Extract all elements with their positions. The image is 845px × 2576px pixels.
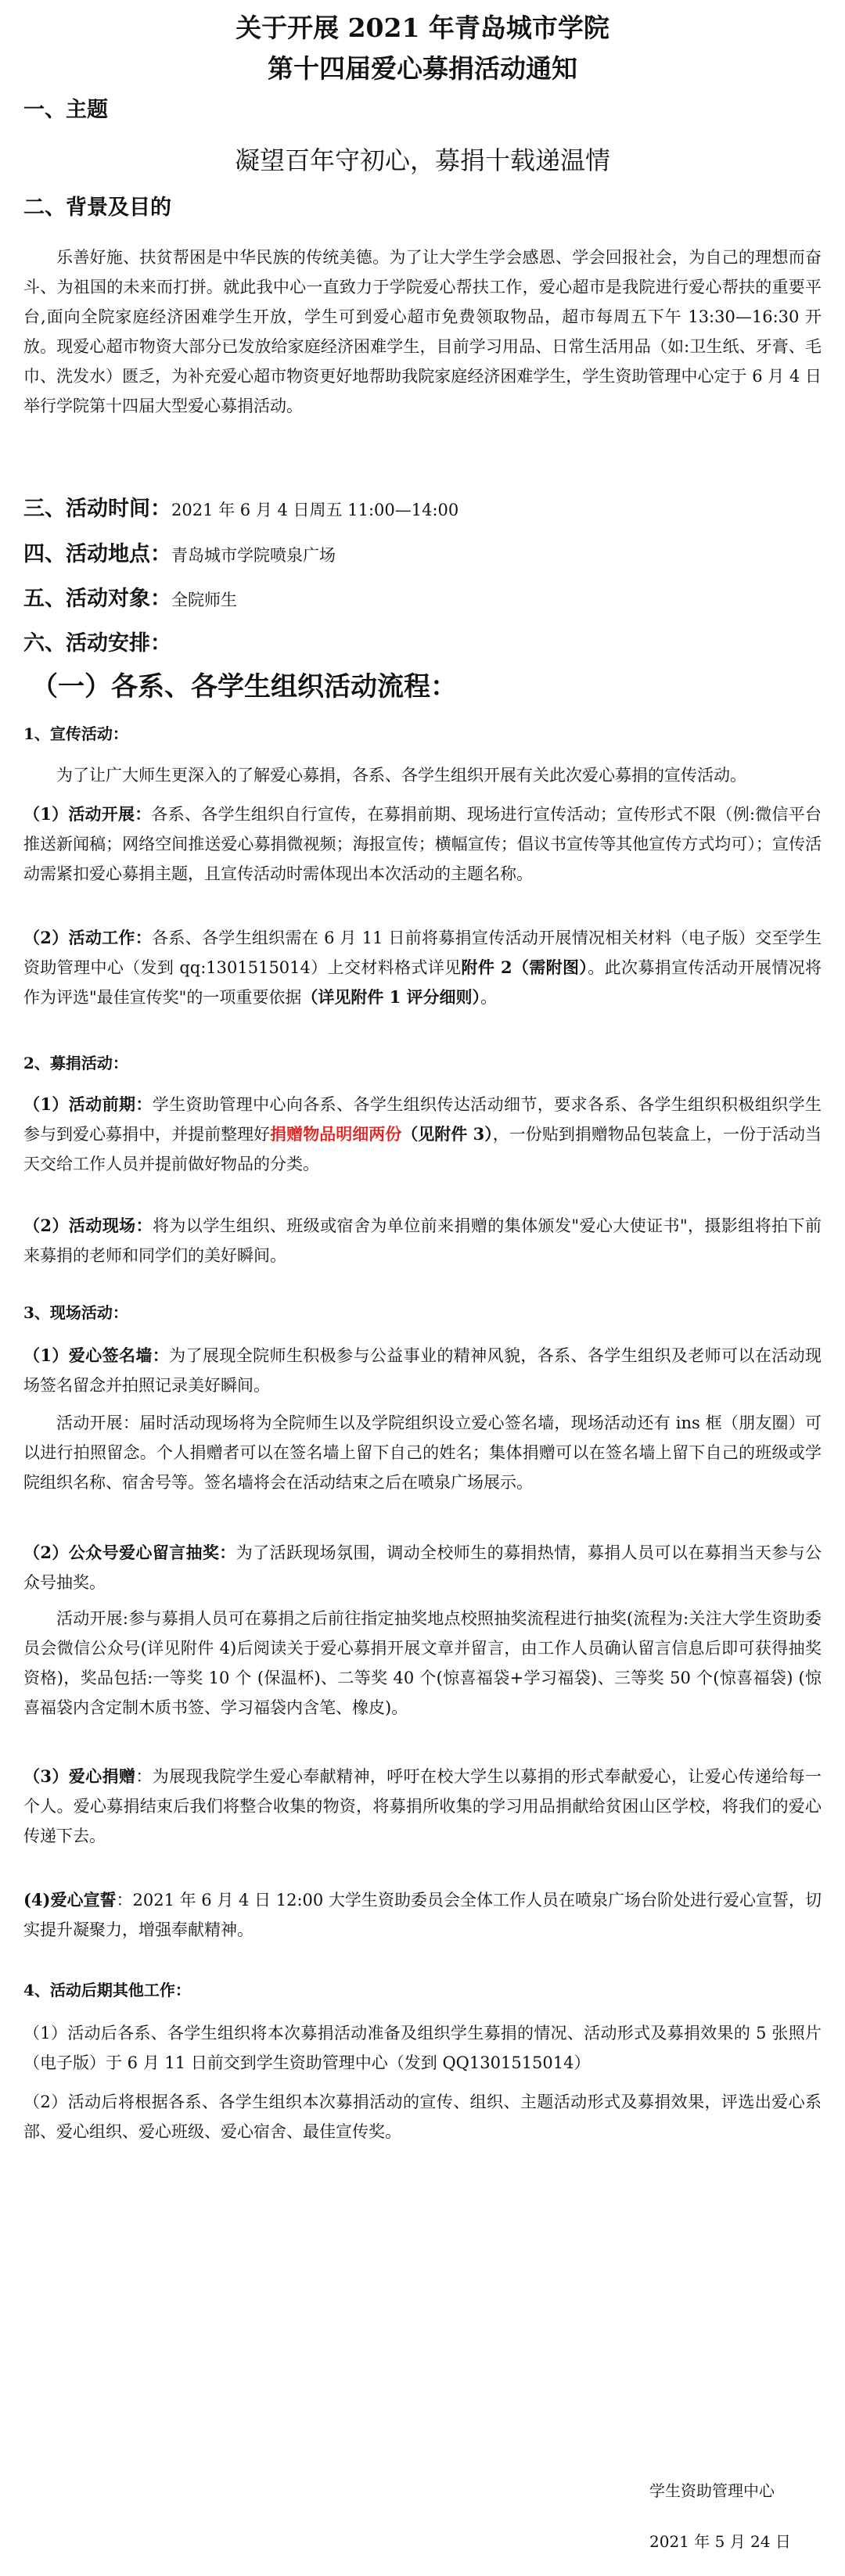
- donation-item-1-label: （1）活动前期：: [23, 1094, 153, 1114]
- onsite-item-4-label: (4)爱心宣誓: [23, 1890, 117, 1910]
- arrangement-heading: 六、活动安排：: [23, 631, 171, 656]
- onsite-item-1-label: （1）爱心签名墙：: [23, 1345, 170, 1365]
- signature-date: 2021 年 5 月 24 日: [649, 2532, 791, 2551]
- place-row: [23, 537, 336, 567]
- onsite-item-3-text: ：为展现我院学生爱心奉献精神，呼吁在校大学生以募捐的形式奉献爱心，让爱心传递给每一个人。爱心募捐结束后我们将整合收集的物资，将募捐所收集的学习用品捐献给贫困山区学校，将我们的爱心传递下去。: [23, 1767, 822, 1845]
- onsite-item-1-text: 为了展现全院师生积极参与公益事业的精神风貌，各系、各学生组织及老师可以在活动现场签名留念并拍照记录美好瞬间。: [23, 1346, 822, 1395]
- attachment-2-ref: 附件 2（需附图）: [461, 957, 588, 977]
- publicity-item-2-text-b: 。此次募捐宣传活动开展情况将作为评选"最佳宣传奖"的一项重要依据: [23, 958, 822, 1007]
- time-value: 2021 年 6 月 4 日周五 11:00—14:00: [171, 501, 459, 519]
- later-heading: 4、活动后期其他工作：: [23, 1981, 191, 1999]
- onsite-heading: 3、现场活动：: [23, 1303, 128, 1322]
- theme-text: 凝望百年守初心，募捐十载递温情: [234, 146, 610, 175]
- publicity-item-2: [23, 923, 822, 1012]
- signature-org: 学生资助管理中心: [649, 2481, 775, 2500]
- theme-heading: 一、主题: [23, 98, 108, 122]
- onsite-item-4: [23, 1885, 822, 1945]
- time-label: 三、活动时间：: [23, 497, 171, 521]
- target-value: 全院师生: [171, 591, 237, 609]
- process-subheading: （一）各系、各学生组织活动流程：: [31, 671, 457, 702]
- publicity-item-1-label: （1）活动开展：: [23, 804, 152, 824]
- publicity-item-2-label: （2）活动工作：: [23, 928, 153, 947]
- target-label: 五、活动对象：: [23, 587, 171, 611]
- onsite-item-1-detail: 活动开展：届时活动现场将为全院师生以及学院组织设立爱心签名墙，现场活动还有 ins 框（朋友圈）可以进行拍照留念。个人捐赠者可以在签名墙上留下自己的姓名；集体捐赠可以在签名墙上留下自己的班级或学院组织名称、宿舍号等。签名墙将会在活动结束之后在喷泉广场展示。: [23, 1414, 822, 1492]
- onsite-item-4-text: ：2021 年 6 月 4 日 12:00 大学生资助委员会全体工作人员在喷泉广场台阶处进行爱心宣誓，切实提升凝聚力，增强奉献精神。: [23, 1891, 822, 1939]
- background-paragraph: 乐善好施、扶贫帮困是中华民族的传统美德。为了让大学生学会感恩、学会回报社会，为自己的理想而奋斗、为祖国的未来而打拼。就此我中心一直致力于学院爱心帮扶工作，爱心超市是我院进行爱心帮扶的重要平台,面向全院家庭经济困难学生开放，学生可到爱心超市免费领取物品，超市每周五下午 13:30—16:30 开放。现爱心超市物资大部分已发放给家庭经济困难学生，目前学习用品、日常生活用品（如:卫生纸、牙膏、毛巾、洗发水）匮乏，为补充爱心超市物资更好地帮助我院家庭经济困难学生，学生资助管理中心定于 6 月 4 日举行学院第十四届大型爱心募捐活动。: [23, 248, 822, 415]
- time-row: [23, 491, 458, 522]
- background-heading: 二、背景及目的: [23, 196, 171, 220]
- donation-item-2-text: 将为以学生组织、班级或宿舍为单位前来捐赠的集体颁发"爱心大使证书"，摄影组将拍下前来募捐的老师和同学们的美好瞬间。: [23, 1216, 822, 1265]
- donation-item-1: [23, 1090, 822, 1179]
- attachment-1-ref: （详见附件 1 评分细则）: [301, 987, 481, 1007]
- onsite-item-2: [23, 1538, 822, 1597]
- donation-heading: 2、募捐活动：: [23, 1054, 128, 1072]
- onsite-item-1: [23, 1341, 822, 1400]
- onsite-item-2-text: 为了活跃现场氛围，调动全校师生的募捐热情，募捐人员可以在募捐当天参与公众号抽奖。: [23, 1543, 822, 1592]
- publicity-item-2-text-c: 。: [480, 988, 498, 1007]
- document-title-line1: 关于开展 2021 年青岛城市学院: [236, 13, 609, 43]
- onsite-item-2-label: （2）公众号爱心留言抽奖：: [23, 1543, 236, 1562]
- document-title-line2: 第十四届爱心募捐活动通知: [268, 53, 577, 84]
- publicity-item-1: [23, 799, 822, 889]
- place-value: 青岛城市学院喷泉广场: [171, 546, 336, 565]
- attachment-3-ref: （见附件 3）: [401, 1124, 493, 1144]
- later-item-2: （2）活动后将根据各系、各学生组织本次募捐活动的宣传、组织、主题活动形式及募捐效果，评选出爱心系部、爱心组织、爱心班级、爱心宿舍、最佳宣传奖。: [23, 2093, 822, 2141]
- donation-item-2-label: （2）活动现场：: [23, 1216, 153, 1235]
- publicity-intro: 为了让广大师生更深入的了解爱心募捐，各系、各学生组织开展有关此次爱心募捐的宣传活动。: [56, 766, 746, 785]
- donation-item-1-text-b: ，一份贴到捐赠物品包装盒上，一份于活动当天交给工作人员并提前做好物品的分类。: [23, 1125, 822, 1173]
- publicity-heading: 1、宣传活动：: [23, 724, 128, 743]
- target-row: [23, 581, 237, 612]
- donation-detail-highlight: 捐赠物品明细两份: [270, 1124, 402, 1144]
- donation-item-2: [23, 1211, 822, 1270]
- onsite-item-3-label: （3）爱心捐赠: [23, 1766, 136, 1786]
- donation-item-1-text-a: 学生资助管理中心向各系、各学生组织传达活动细节，要求各系、各学生组织积极组织学生参与到爱心募捐中，并提前整理好: [23, 1095, 822, 1144]
- publicity-item-1-text: 各系、各学生组织自行宣传，在募捐前期、现场进行宣传活动；宣传形式不限（例:微信平台推送新闻稿；网络空间推送爱心募捐微视频；海报宣传；横幅宣传；倡议书宣传等其他宣传方式均可）；宣传活动需紧扣爱心募捐主题，且宣传活动时需体现出本次活动的主题名称。: [23, 805, 822, 883]
- onsite-item-2-detail: 活动开展:参与募捐人员可在募捐之后前往指定抽奖地点校照抽奖流程进行抽奖(流程为:关注大学生资助委员会微信公众号(详见附件 4)后阅读关于爱心募捐开展文章并留言，由工作人员确认留言信息后即可获得抽奖资格)，奖品包括:一等奖 10 个 (保温杯)、二等奖 40 个(惊喜福袋+学习福袋)、三等奖 50 个(惊喜福袋) (惊喜福袋内含定制木质书签、学习福袋内含笔、橡皮)。: [23, 1609, 822, 1717]
- onsite-item-3: [23, 1762, 822, 1851]
- later-item-1: （1）活动后各系、各学生组织将本次募捐活动准备及组织学生募捐的情况、活动形式及募捐效果的 5 张照片（电子版）于 6 月 11 日前交到学生资助管理中心（发到 QQ1301515014）: [23, 2024, 822, 2072]
- publicity-item-2-text-a: 各系、各学生组织需在 6 月 11 日前将募捐宣传活动开展情况相关材料（电子版）交至学生资助管理中心（发到 qq:1301515014）上交材料格式详见: [23, 929, 822, 977]
- place-label: 四、活动地点：: [23, 542, 171, 566]
